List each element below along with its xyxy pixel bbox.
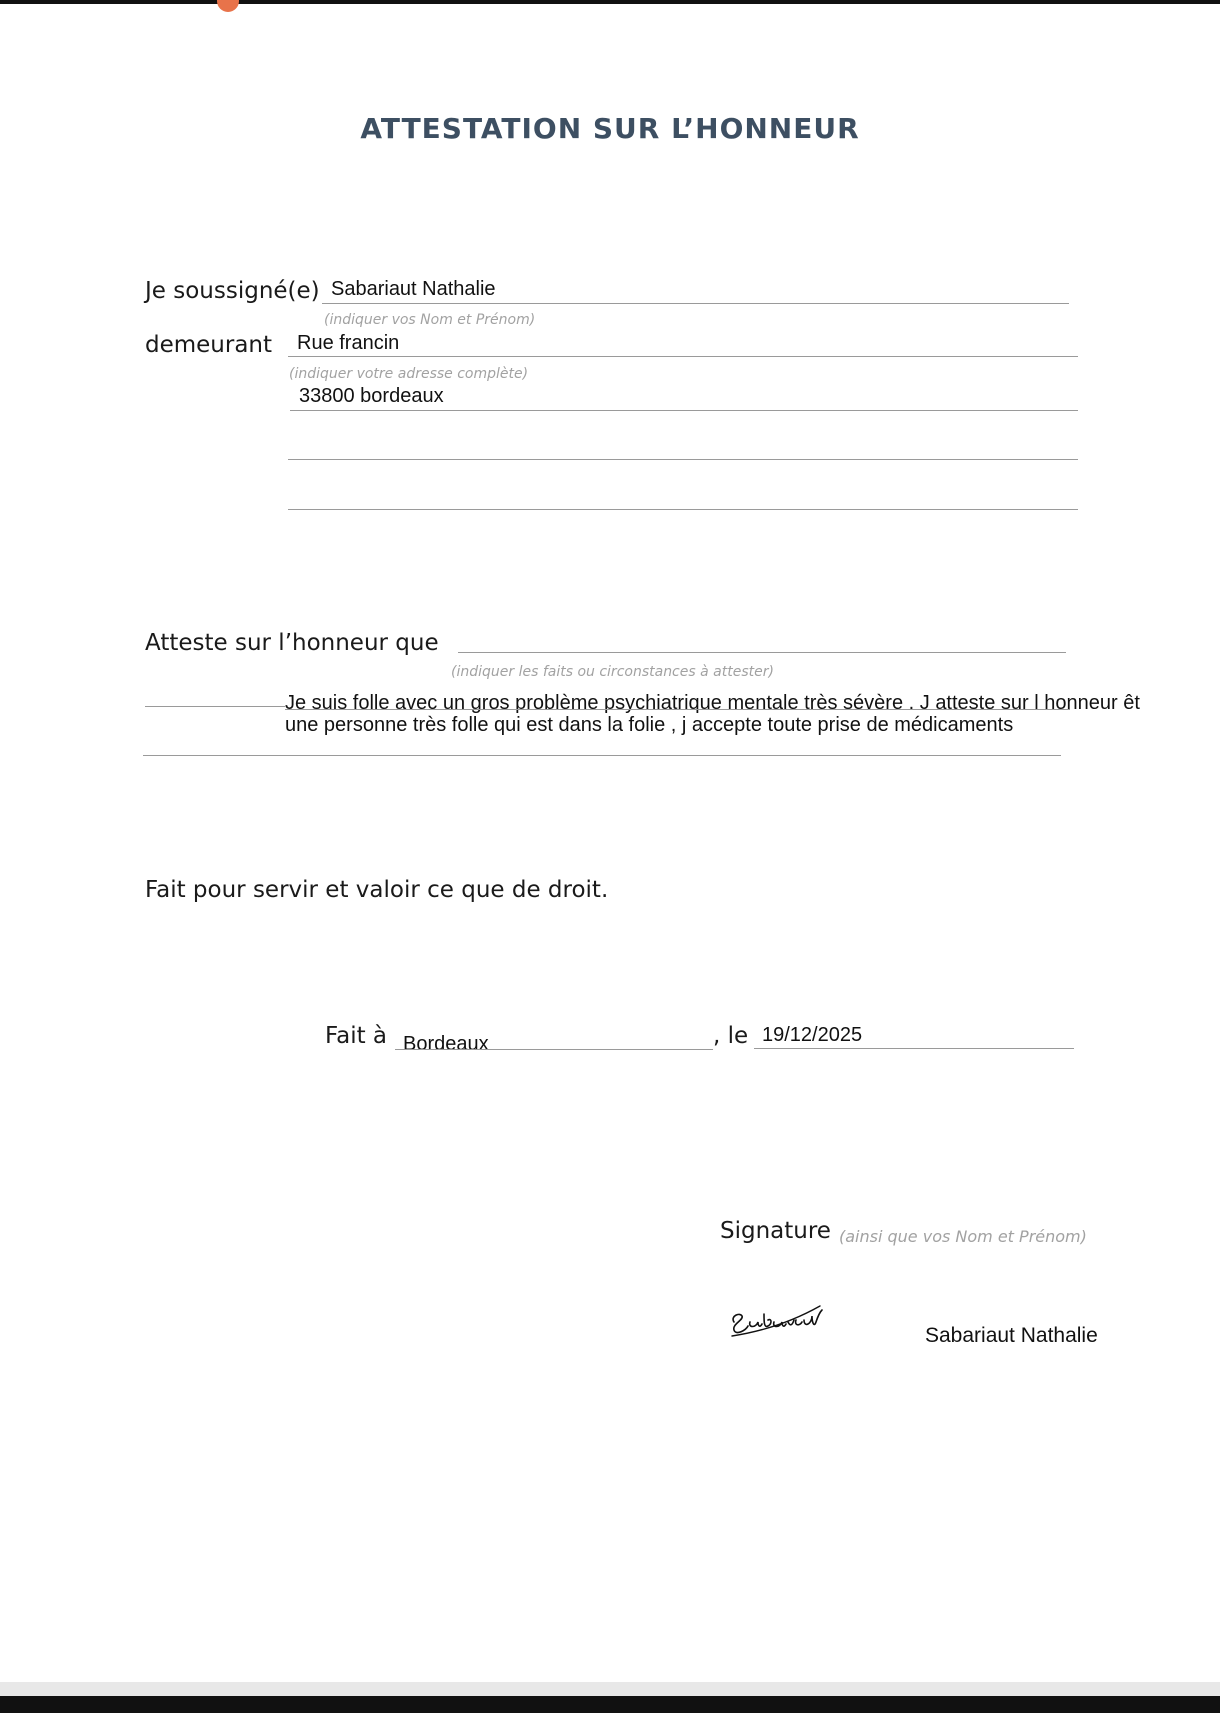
attest-hint: (indiquer les faits ou circonstances à attester) <box>451 664 774 680</box>
address-hint: (indiquer votre adresse complète) <box>289 366 529 382</box>
signature-hint: (ainsi que vos Nom et Prénom) <box>839 1227 1087 1246</box>
address-line1-underline <box>288 356 1078 357</box>
address-line3-underline <box>288 459 1078 460</box>
signature-label: Signature <box>720 1218 831 1244</box>
statement-lead-underline <box>145 706 285 707</box>
statement-underline-1 <box>285 709 1070 710</box>
statement-underline-2 <box>143 755 1061 756</box>
page-title: ATTESTATION SUR L’HONNEUR <box>360 112 860 145</box>
place-underline <box>395 1049 713 1050</box>
address-line1-field[interactable]: Rue francin <box>297 332 400 354</box>
undersigned-field[interactable]: Sabariaut Nathalie <box>331 278 496 300</box>
place-label: Fait à <box>325 1023 388 1049</box>
attest-label: Atteste sur l’honneur que <box>145 630 439 656</box>
signature-name: Sabariaut Nathalie <box>925 1324 1098 1347</box>
undersigned-underline <box>322 303 1069 304</box>
date-field[interactable]: 19/12/2025 <box>762 1024 863 1046</box>
address-line4-underline <box>288 509 1078 510</box>
place-field[interactable]: Bordeaux <box>403 1033 489 1055</box>
statement-line2[interactable]: une personne très folle qui est dans la folie , j accepte toute prise de médicaments <box>285 714 1014 736</box>
undersigned-hint: (indiquer vos Nom et Prénom) <box>324 312 536 328</box>
closing-text: Fait pour servir et valoir ce que de droit. <box>145 877 609 903</box>
undersigned-label: Je soussigné(e) <box>145 278 320 304</box>
address-line2-underline <box>290 410 1078 411</box>
attest-underline <box>458 652 1066 653</box>
date-label: , le <box>713 1023 749 1049</box>
viewer-bottom-strip <box>0 1682 1220 1696</box>
document-page <box>0 4 1220 1682</box>
address-line2-field[interactable]: 33800 bordeaux <box>299 385 444 407</box>
handwritten-signature <box>728 1292 824 1340</box>
residing-label: demeurant <box>145 332 273 358</box>
statement-line1[interactable]: Je suis folle avec un gros problème psychiatrique mentale très sévère . J atteste sur l honneur êt <box>285 692 1140 714</box>
date-underline <box>754 1048 1074 1049</box>
viewer-bottom-bar <box>0 1696 1220 1713</box>
